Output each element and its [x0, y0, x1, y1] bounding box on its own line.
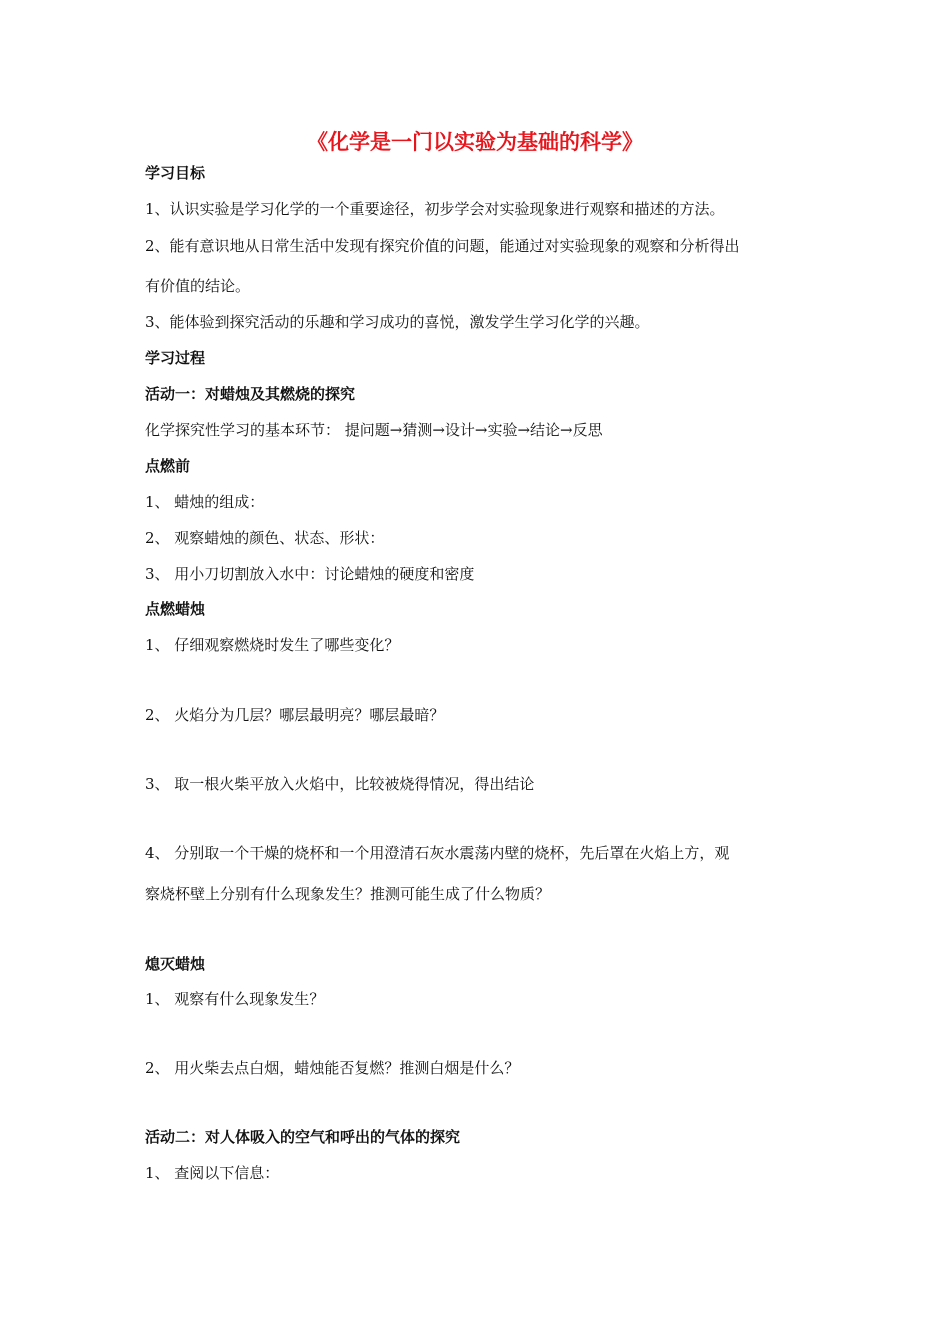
- goal-2-line-1: 2、能有意识地从日常生活中发现有探究价值的问题，能通过对实验现象的观察和分析得出: [145, 237, 740, 255]
- before-item-2: 2、 观察蜡烛的颜色、状态、形状：: [145, 529, 385, 547]
- activity-2-item-1: 1、 查阅以下信息：: [145, 1164, 280, 1182]
- before-lighting-heading: 点燃前: [145, 457, 191, 475]
- before-item-1: 1、 蜡烛的组成：: [145, 493, 265, 511]
- activity-1-steps: 化学探究性学习的基本环节： 提问题→猜测→设计→实验→结论→反思: [145, 421, 603, 439]
- burning-item-1: 1、 仔细观察燃烧时发生了哪些变化？: [145, 636, 400, 654]
- extinguish-item-1: 1、 观察有什么现象发生？: [145, 990, 325, 1008]
- burning-item-4-line-1: 4、 分别取一个干燥的烧杯和一个用澄清石灰水震荡内壁的烧杯，先后罩在火焰上方，观: [145, 844, 730, 862]
- burning-heading: 点燃蜡烛: [145, 600, 206, 618]
- goals-heading: 学习目标: [145, 164, 206, 182]
- process-heading: 学习过程: [145, 349, 206, 367]
- goal-2-line-2: 有价值的结论。: [145, 277, 251, 295]
- document-title: 《化学是一门以实验为基础的科学》: [307, 130, 643, 154]
- activity-2-heading: 活动二：对人体吸入的空气和呼出的气体的探究: [145, 1128, 461, 1146]
- burning-item-2: 2、 火焰分为几层？哪层最明亮？哪层最暗？: [145, 706, 445, 724]
- extinguish-item-2: 2、 用火柴去点白烟，蜡烛能否复燃？推测白烟是什么？: [145, 1059, 520, 1077]
- before-item-3: 3、 用小刀切割放入水中：讨论蜡烛的硬度和密度: [145, 565, 475, 583]
- goal-1: 1、认识实验是学习化学的一个重要途径，初步学会对实验现象进行观察和描述的方法。: [145, 200, 725, 218]
- burning-item-4-line-2: 察烧杯壁上分别有什么现象发生？推测可能生成了什么物质？: [145, 885, 551, 903]
- burning-item-3: 3、 取一根火柴平放入火焰中，比较被烧得情况，得出结论: [145, 775, 535, 793]
- extinguish-heading: 熄灭蜡烛: [145, 955, 206, 973]
- goal-3: 3、能体验到探究活动的乐趣和学习成功的喜悦，激发学生学习化学的兴趣。: [145, 313, 650, 331]
- activity-1-heading: 活动一：对蜡烛及其燃烧的探究: [145, 385, 356, 403]
